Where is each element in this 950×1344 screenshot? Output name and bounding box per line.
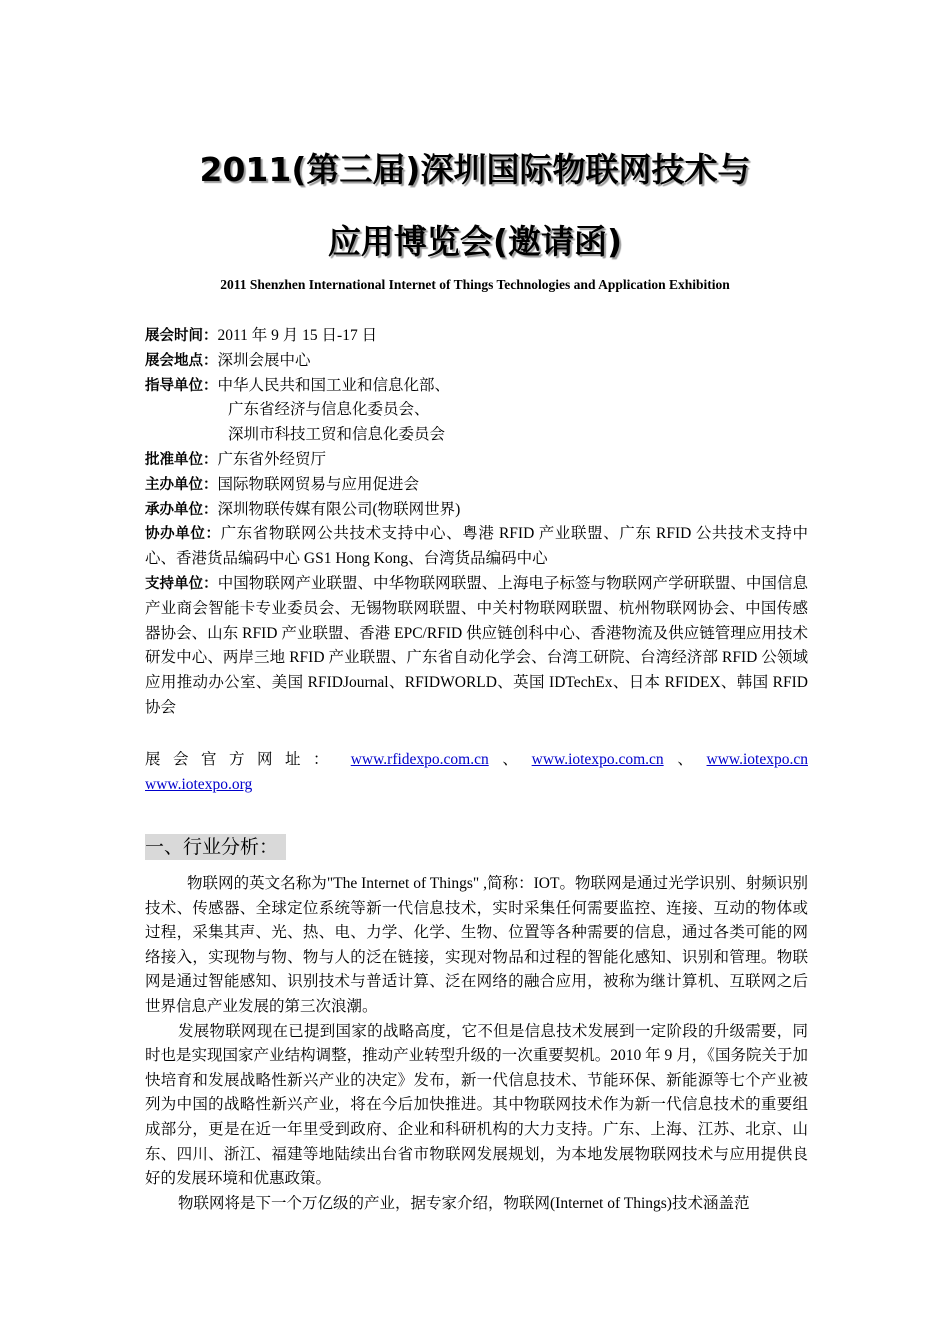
info-guide (145, 374, 808, 399)
link-iotexpo-org[interactable]: www.iotexpo.org (145, 775, 253, 793)
support-label: 支持单位： (145, 575, 218, 592)
support-value: 中国物联网产业联盟、中华物联网联盟、上海电子标签与物联网产学研联盟、中国信息产业商会智能卡专业委员会、无锡物联网联盟、中关村物联网联盟、杭州物联网协会、中国传感器协会、山东 RFID 产业联盟、香港 EPC/RFID 供应链创科中心、香港物流及供应链管理应用技术研发中心、两岸三地 RFID 产业联盟、广东省自动化学会、台湾工研院、台湾经济部 RFID 公领域应用推动办公室、美国 RFIDJournal、RFIDWORLD、英国 IDTechEx、日本 RFIDEX、韩国 RFID 协会 (145, 574, 808, 716)
guide-value-1: 中华人民共和国工业和信息化部、 (217, 376, 451, 394)
title-line-2: 应用博览会(邀请函) (327, 222, 623, 261)
info-venue (145, 349, 808, 374)
organizer-value: 深圳物联传媒有限公司(物联网世界) (217, 500, 461, 518)
websites-line (145, 748, 808, 773)
websites-line-2 (145, 773, 808, 798)
paragraph-2: 发展物联网现在已提到国家的战略高度，它不但是信息技术发展到一定阶段的升级需要，同时也是实现国家产业结构调整，推动产业转型升级的一次重要契机。2010 年 9 月，《国务院关于加快培育和发展战略性新兴产业的决定》发布，新一代信息技术、节能环保、新能源等七个产业被列为中国的战略性新兴产业，将在今后加快推进。其中物联网技术作为新一代信息技术的重要组成部分，更是在近一年里受到政府、企业和科研机构的大力支持。广东、上海、江苏、北京、山东、四川、浙江、福建等地陆续出台省市物联网发展规划，为本地发展物联网技术与应用提供良好的发展环境和优惠政策。 (145, 1022, 808, 1188)
english-subtitle: 2011 Shenzhen International Internet of Things Technologies and Application Exhibition (220, 277, 730, 292)
link-separator: 、 (502, 751, 518, 768)
official-websites (145, 748, 808, 798)
approve-label: 批准单位： (145, 451, 218, 468)
info-time (145, 324, 808, 349)
info-organizer (145, 498, 808, 523)
approve-value: 广东省外经贸厅 (217, 450, 327, 468)
info-approve (145, 448, 808, 473)
paragraph-3: 物联网将是下一个万亿级的产业，据专家介绍，物联网(Internet of Things)技术涵盖范 (178, 1194, 750, 1212)
info-host (145, 473, 808, 498)
section-body (145, 872, 808, 1216)
time-label: 展会时间： (145, 328, 218, 344)
title-line-1: 2011(第三届)深圳国际物联网技术与 (199, 150, 751, 189)
host-value: 国际物联网贸易与应用促进会 (217, 475, 420, 493)
co-value: 广东省物联网公共技术支持中心、粤港 RFID 产业联盟、广东 RFID 公共技术支持中心、香港货品编码中心 GS1 Hong Kong、台湾货品编码中心 (145, 525, 808, 568)
exhibition-info (145, 324, 808, 721)
link-iotexpo-cn[interactable]: www.iotexpo.cn (706, 751, 808, 768)
info-guide-2: 广东省经济与信息化委员会、 (228, 401, 430, 419)
section-heading-industry-analysis: 一、行业分析： (145, 834, 286, 860)
paragraph-1: 物联网的英文名称为"The Internet of Things" ,简称：IOT。物联网是通过光学识别、射频识别技术、传感器、全球定位系统等新一代信息技术，实时采集任何需要监控、连接、互动的物体或过程，采集其声、光、热、电、力学、化学、生物、位置等各种需要的信息，通过各类可能的网络接入，实现物与物、物与人的泛在链接，实现对物品和过程的智能化感知、识别和管理。物联网是通过智能感知、识别技术与普适计算、泛在网络的融合应用，被称为继计算机、互联网之后世界信息产业发展的第三次浪潮。 (145, 875, 808, 1015)
websites-label: 展会官方网址： (145, 751, 342, 768)
info-support (145, 572, 808, 721)
info-co (145, 522, 808, 572)
link-rfidexpo-com-cn[interactable]: www.rfidexpo.com.cn (350, 751, 489, 768)
link-separator: 、 (677, 751, 693, 768)
co-label: 协办单位： (145, 526, 221, 543)
venue-value: 深圳会展中心 (217, 351, 311, 369)
info-guide-3: 深圳市科技工贸和信息化委员会 (228, 426, 446, 444)
link-iotexpo-com-cn[interactable]: www.iotexpo.com.cn (531, 751, 664, 768)
time-value: 2011 年 9 月 15 日-17 日 (217, 327, 378, 344)
venue-label: 展会地点： (145, 352, 218, 369)
host-label: 主办单位： (145, 476, 218, 493)
guide-label: 指导单位： (145, 377, 218, 394)
organizer-label: 承办单位： (145, 501, 218, 518)
